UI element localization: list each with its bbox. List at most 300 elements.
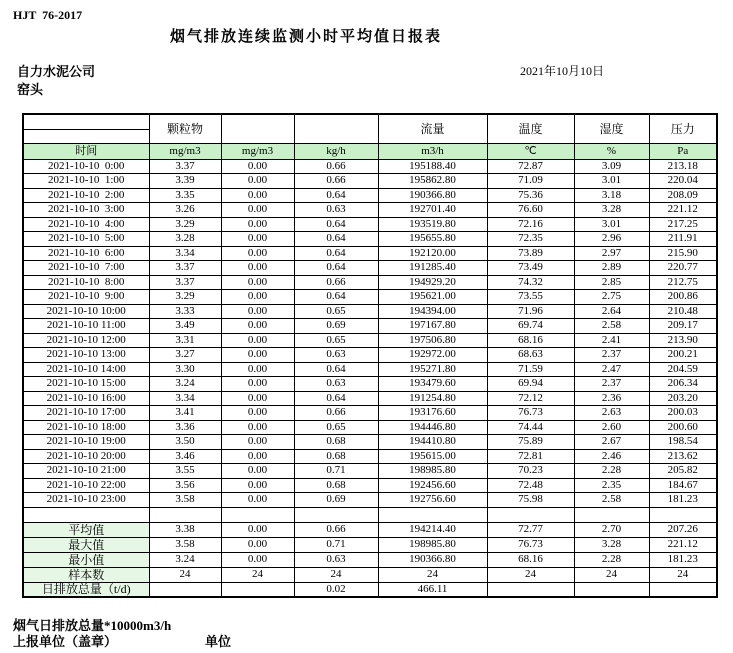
summary-row bbox=[23, 582, 717, 597]
value-cell: 72.87 bbox=[487, 159, 574, 174]
value-cell: 200.21 bbox=[649, 348, 717, 363]
time-cell: 2021-10-10 17:00 bbox=[23, 406, 149, 421]
value-cell: 0.66 bbox=[294, 275, 378, 290]
table-row bbox=[23, 159, 717, 174]
summary-value-cell: 72.77 bbox=[487, 522, 574, 537]
value-cell: 0.00 bbox=[221, 333, 294, 348]
value-cell: 0.66 bbox=[294, 406, 378, 421]
value-cell: 197167.80 bbox=[378, 319, 487, 334]
value-cell: 3.31 bbox=[149, 333, 221, 348]
value-cell: 206.34 bbox=[649, 377, 717, 392]
value-cell: 68.63 bbox=[487, 348, 574, 363]
table-row bbox=[23, 203, 717, 218]
value-cell: 195615.00 bbox=[378, 449, 487, 464]
value-cell: 0.64 bbox=[294, 391, 378, 406]
value-cell: 76.60 bbox=[487, 203, 574, 218]
summary-value-cell: 24 bbox=[221, 567, 294, 582]
summary-value-cell bbox=[221, 582, 294, 597]
value-cell: 0.00 bbox=[221, 217, 294, 232]
col-header-temperature: 温度 bbox=[487, 114, 574, 143]
value-cell: 3.49 bbox=[149, 319, 221, 334]
value-cell: 0.00 bbox=[221, 275, 294, 290]
value-cell: 205.82 bbox=[649, 464, 717, 479]
data-rows bbox=[23, 159, 717, 507]
value-cell: 3.27 bbox=[149, 348, 221, 363]
value-cell: 192120.00 bbox=[378, 246, 487, 261]
value-cell: 0.64 bbox=[294, 261, 378, 276]
summary-value-cell: 181.23 bbox=[649, 552, 717, 567]
corner-cell-top bbox=[23, 114, 149, 129]
company-name: 自力水泥公司 bbox=[17, 64, 96, 79]
value-cell: 3.55 bbox=[149, 464, 221, 479]
value-cell: 2.28 bbox=[574, 464, 649, 479]
summary-value-cell: 3.28 bbox=[574, 537, 649, 552]
value-cell: 198.54 bbox=[649, 435, 717, 450]
value-cell: 2.46 bbox=[574, 449, 649, 464]
value-cell: 0.00 bbox=[221, 493, 294, 508]
table-row bbox=[23, 188, 717, 203]
value-cell: 197506.80 bbox=[378, 333, 487, 348]
value-cell: 0.68 bbox=[294, 449, 378, 464]
value-cell: 0.00 bbox=[221, 478, 294, 493]
value-cell: 0.64 bbox=[294, 188, 378, 203]
value-cell: 0.68 bbox=[294, 478, 378, 493]
value-cell: 2.67 bbox=[574, 435, 649, 450]
value-cell: 3.24 bbox=[149, 377, 221, 392]
value-cell: 0.66 bbox=[294, 159, 378, 174]
value-cell: 0.68 bbox=[294, 435, 378, 450]
summary-label-cell: 最小值 bbox=[23, 552, 149, 567]
time-cell: 2021-10-10 18:00 bbox=[23, 420, 149, 435]
value-cell: 3.41 bbox=[149, 406, 221, 421]
value-cell: 192456.60 bbox=[378, 478, 487, 493]
corner-cell-bottom bbox=[23, 129, 149, 143]
value-cell: 0.00 bbox=[221, 348, 294, 363]
time-cell: 2021-10-10 11:00 bbox=[23, 319, 149, 334]
summary-value-cell: 2.28 bbox=[574, 552, 649, 567]
value-cell: 71.59 bbox=[487, 362, 574, 377]
summary-value-cell: 190366.80 bbox=[378, 552, 487, 567]
table-row bbox=[23, 304, 717, 319]
summary-value-cell: 24 bbox=[149, 567, 221, 582]
value-cell: 217.25 bbox=[649, 217, 717, 232]
summary-value-cell: 0.00 bbox=[221, 537, 294, 552]
value-cell: 72.16 bbox=[487, 217, 574, 232]
value-cell: 74.32 bbox=[487, 275, 574, 290]
col-header-humidity: 湿度 bbox=[574, 114, 649, 143]
value-cell: 0.00 bbox=[221, 464, 294, 479]
value-cell: 3.37 bbox=[149, 275, 221, 290]
summary-row bbox=[23, 537, 717, 552]
unit-cell: Pa bbox=[649, 143, 717, 159]
table-row bbox=[23, 290, 717, 305]
value-cell: 72.12 bbox=[487, 391, 574, 406]
time-cell: 2021-10-10 2:00 bbox=[23, 188, 149, 203]
table-row bbox=[23, 435, 717, 450]
summary-value-cell bbox=[487, 582, 574, 597]
value-cell: 2.97 bbox=[574, 246, 649, 261]
value-cell: 0.63 bbox=[294, 377, 378, 392]
time-cell: 2021-10-10 1:00 bbox=[23, 174, 149, 189]
value-cell: 3.37 bbox=[149, 261, 221, 276]
value-cell: 72.48 bbox=[487, 478, 574, 493]
summary-value-cell: 0.00 bbox=[221, 552, 294, 567]
empty-cell bbox=[149, 507, 221, 522]
value-cell: 2.64 bbox=[574, 304, 649, 319]
summary-value-cell: 0.00 bbox=[221, 522, 294, 537]
value-cell: 3.30 bbox=[149, 362, 221, 377]
value-cell: 3.36 bbox=[149, 420, 221, 435]
table-row bbox=[23, 232, 717, 247]
value-cell: 3.35 bbox=[149, 188, 221, 203]
value-cell: 195271.80 bbox=[378, 362, 487, 377]
time-cell: 2021-10-10 8:00 bbox=[23, 275, 149, 290]
summary-value-cell: 76.73 bbox=[487, 537, 574, 552]
summary-value-cell: 24 bbox=[294, 567, 378, 582]
doc-code: HJT 76-2017 bbox=[13, 8, 83, 22]
value-cell: 193519.80 bbox=[378, 217, 487, 232]
value-cell: 3.58 bbox=[149, 493, 221, 508]
value-cell: 220.04 bbox=[649, 174, 717, 189]
value-cell: 0.65 bbox=[294, 420, 378, 435]
summary-value-cell: 24 bbox=[378, 567, 487, 582]
value-cell: 0.64 bbox=[294, 362, 378, 377]
value-cell: 0.00 bbox=[221, 188, 294, 203]
value-cell: 71.09 bbox=[487, 174, 574, 189]
unit-cell: mg/m3 bbox=[149, 143, 221, 159]
summary-value-cell bbox=[649, 582, 717, 597]
footer-note: 烟气日排放总量*10000m3/h bbox=[13, 618, 172, 633]
value-cell: 0.65 bbox=[294, 333, 378, 348]
value-cell: 69.74 bbox=[487, 319, 574, 334]
value-cell: 3.33 bbox=[149, 304, 221, 319]
summary-value-cell bbox=[149, 582, 221, 597]
spacer-row bbox=[23, 507, 717, 522]
value-cell: 2.58 bbox=[574, 319, 649, 334]
time-cell: 2021-10-10 13:00 bbox=[23, 348, 149, 363]
empty-cell bbox=[649, 507, 717, 522]
time-cell: 2021-10-10 20:00 bbox=[23, 449, 149, 464]
value-cell: 76.73 bbox=[487, 406, 574, 421]
value-cell: 0.64 bbox=[294, 217, 378, 232]
time-cell: 2021-10-10 12:00 bbox=[23, 333, 149, 348]
unit-cell: % bbox=[574, 143, 649, 159]
report-table bbox=[22, 113, 718, 598]
col-header-flow: 流量 bbox=[378, 114, 487, 143]
time-cell: 2021-10-10 21:00 bbox=[23, 464, 149, 479]
summary-value-cell bbox=[574, 582, 649, 597]
value-cell: 2.75 bbox=[574, 290, 649, 305]
value-cell: 2.89 bbox=[574, 261, 649, 276]
value-cell: 0.69 bbox=[294, 319, 378, 334]
summary-value-cell: 0.63 bbox=[294, 552, 378, 567]
value-cell: 73.55 bbox=[487, 290, 574, 305]
report-unit-label: 上报单位（盖章） bbox=[13, 634, 118, 649]
value-cell: 72.81 bbox=[487, 449, 574, 464]
value-cell: 2.47 bbox=[574, 362, 649, 377]
value-cell: 3.50 bbox=[149, 435, 221, 450]
value-cell: 3.09 bbox=[574, 159, 649, 174]
value-cell: 0.00 bbox=[221, 420, 294, 435]
summary-value-cell: 24 bbox=[649, 567, 717, 582]
table-row bbox=[23, 464, 717, 479]
unit-cell: mg/m3 bbox=[221, 143, 294, 159]
table-row bbox=[23, 449, 717, 464]
table-header bbox=[23, 114, 717, 159]
value-cell: 3.34 bbox=[149, 246, 221, 261]
table-row bbox=[23, 420, 717, 435]
value-cell: 75.98 bbox=[487, 493, 574, 508]
summary-value-cell: 3.58 bbox=[149, 537, 221, 552]
value-cell: 203.20 bbox=[649, 391, 717, 406]
summary-value-cell: 3.38 bbox=[149, 522, 221, 537]
value-cell: 3.29 bbox=[149, 290, 221, 305]
unit-label: 单位 bbox=[205, 634, 232, 649]
value-cell: 210.48 bbox=[649, 304, 717, 319]
value-cell: 200.03 bbox=[649, 406, 717, 421]
value-cell: 221.12 bbox=[649, 203, 717, 218]
table-row bbox=[23, 333, 717, 348]
table-row bbox=[23, 478, 717, 493]
value-cell: 0.00 bbox=[221, 362, 294, 377]
time-cell: 2021-10-10 3:00 bbox=[23, 203, 149, 218]
value-cell: 195862.80 bbox=[378, 174, 487, 189]
value-cell: 3.18 bbox=[574, 188, 649, 203]
value-cell: 195655.80 bbox=[378, 232, 487, 247]
unit-header-row bbox=[23, 143, 717, 159]
summary-value-cell: 24 bbox=[487, 567, 574, 582]
value-cell: 3.29 bbox=[149, 217, 221, 232]
table-row bbox=[23, 493, 717, 508]
value-cell: 194394.00 bbox=[378, 304, 487, 319]
col-header-blank-2 bbox=[294, 114, 378, 143]
value-cell: 213.62 bbox=[649, 449, 717, 464]
value-cell: 220.77 bbox=[649, 261, 717, 276]
value-cell: 2.37 bbox=[574, 348, 649, 363]
value-cell: 74.44 bbox=[487, 420, 574, 435]
summary-value-cell: 198985.80 bbox=[378, 537, 487, 552]
value-cell: 0.00 bbox=[221, 319, 294, 334]
summary-row bbox=[23, 522, 717, 537]
summary-value-cell: 207.26 bbox=[649, 522, 717, 537]
value-cell: 72.35 bbox=[487, 232, 574, 247]
summary-rows bbox=[23, 507, 717, 597]
value-cell: 194446.80 bbox=[378, 420, 487, 435]
time-cell: 2021-10-10 6:00 bbox=[23, 246, 149, 261]
time-cell: 2021-10-10 19:00 bbox=[23, 435, 149, 450]
value-cell: 209.17 bbox=[649, 319, 717, 334]
col-header-pressure: 压力 bbox=[649, 114, 717, 143]
value-cell: 0.64 bbox=[294, 290, 378, 305]
value-cell: 208.09 bbox=[649, 188, 717, 203]
value-cell: 200.60 bbox=[649, 420, 717, 435]
value-cell: 2.41 bbox=[574, 333, 649, 348]
time-cell: 2021-10-10 14:00 bbox=[23, 362, 149, 377]
value-cell: 0.64 bbox=[294, 232, 378, 247]
value-cell: 195188.40 bbox=[378, 159, 487, 174]
value-cell: 69.94 bbox=[487, 377, 574, 392]
value-cell: 0.00 bbox=[221, 406, 294, 421]
value-cell: 2.37 bbox=[574, 377, 649, 392]
value-cell: 2.58 bbox=[574, 493, 649, 508]
value-cell: 0.00 bbox=[221, 290, 294, 305]
summary-value-cell: 466.11 bbox=[378, 582, 487, 597]
value-cell: 2.35 bbox=[574, 478, 649, 493]
table-row bbox=[23, 217, 717, 232]
station-name: 窑头 bbox=[17, 82, 44, 97]
value-cell: 0.71 bbox=[294, 464, 378, 479]
table-row bbox=[23, 406, 717, 421]
summary-label-cell: 样本数 bbox=[23, 567, 149, 582]
value-cell: 192972.00 bbox=[378, 348, 487, 363]
value-cell: 190366.80 bbox=[378, 188, 487, 203]
value-cell: 73.89 bbox=[487, 246, 574, 261]
value-cell: 204.59 bbox=[649, 362, 717, 377]
table-row bbox=[23, 391, 717, 406]
value-cell: 191254.80 bbox=[378, 391, 487, 406]
value-cell: 3.37 bbox=[149, 159, 221, 174]
page-title: 烟气排放连续监测小时平均值日报表 bbox=[170, 29, 443, 45]
value-cell: 3.46 bbox=[149, 449, 221, 464]
time-cell: 2021-10-10 4:00 bbox=[23, 217, 149, 232]
time-cell: 2021-10-10 22:00 bbox=[23, 478, 149, 493]
value-cell: 2.96 bbox=[574, 232, 649, 247]
value-cell: 3.26 bbox=[149, 203, 221, 218]
value-cell: 75.89 bbox=[487, 435, 574, 450]
value-cell: 2.36 bbox=[574, 391, 649, 406]
value-cell: 3.39 bbox=[149, 174, 221, 189]
summary-row bbox=[23, 552, 717, 567]
value-cell: 3.34 bbox=[149, 391, 221, 406]
value-cell: 0.00 bbox=[221, 391, 294, 406]
value-cell: 73.49 bbox=[487, 261, 574, 276]
summary-value-cell: 2.70 bbox=[574, 522, 649, 537]
table-row bbox=[23, 246, 717, 261]
value-cell: 3.56 bbox=[149, 478, 221, 493]
value-cell: 3.01 bbox=[574, 217, 649, 232]
value-cell: 70.23 bbox=[487, 464, 574, 479]
value-cell: 0.00 bbox=[221, 377, 294, 392]
value-cell: 0.00 bbox=[221, 435, 294, 450]
value-cell: 0.00 bbox=[221, 246, 294, 261]
summary-value-cell: 0.02 bbox=[294, 582, 378, 597]
value-cell: 0.69 bbox=[294, 493, 378, 508]
time-cell: 2021-10-10 9:00 bbox=[23, 290, 149, 305]
value-cell: 211.91 bbox=[649, 232, 717, 247]
value-cell: 68.16 bbox=[487, 333, 574, 348]
unit-cell: m3/h bbox=[378, 143, 487, 159]
time-cell: 2021-10-10 23:00 bbox=[23, 493, 149, 508]
table-row bbox=[23, 377, 717, 392]
value-cell: 71.96 bbox=[487, 304, 574, 319]
value-cell: 198985.80 bbox=[378, 464, 487, 479]
value-cell: 0.00 bbox=[221, 174, 294, 189]
empty-cell bbox=[221, 507, 294, 522]
time-cell: 2021-10-10 5:00 bbox=[23, 232, 149, 247]
time-cell: 2021-10-10 16:00 bbox=[23, 391, 149, 406]
summary-value-cell: 0.66 bbox=[294, 522, 378, 537]
summary-label-cell: 最大值 bbox=[23, 537, 149, 552]
value-cell: 3.01 bbox=[574, 174, 649, 189]
value-cell: 0.00 bbox=[221, 449, 294, 464]
time-cell: 2021-10-10 0:00 bbox=[23, 159, 149, 174]
value-cell: 200.86 bbox=[649, 290, 717, 305]
value-cell: 2.60 bbox=[574, 420, 649, 435]
unit-cell: kg/h bbox=[294, 143, 378, 159]
value-cell: 0.63 bbox=[294, 203, 378, 218]
time-header-cell: 时间 bbox=[23, 143, 149, 159]
summary-value-cell: 194214.40 bbox=[378, 522, 487, 537]
value-cell: 213.90 bbox=[649, 333, 717, 348]
value-cell: 193176.60 bbox=[378, 406, 487, 421]
value-cell: 2.85 bbox=[574, 275, 649, 290]
value-cell: 194929.20 bbox=[378, 275, 487, 290]
value-cell: 75.36 bbox=[487, 188, 574, 203]
value-cell: 3.28 bbox=[149, 232, 221, 247]
summary-label-cell: 日排放总量（t/d) bbox=[23, 582, 149, 597]
table-row bbox=[23, 174, 717, 189]
summary-value-cell: 221.12 bbox=[649, 537, 717, 552]
value-cell: 0.00 bbox=[221, 203, 294, 218]
value-cell: 3.28 bbox=[574, 203, 649, 218]
empty-cell bbox=[487, 507, 574, 522]
time-cell: 2021-10-10 7:00 bbox=[23, 261, 149, 276]
time-cell: 2021-10-10 10:00 bbox=[23, 304, 149, 319]
value-cell: 0.00 bbox=[221, 159, 294, 174]
empty-cell bbox=[294, 507, 378, 522]
value-cell: 192701.40 bbox=[378, 203, 487, 218]
value-cell: 213.18 bbox=[649, 159, 717, 174]
value-cell: 181.23 bbox=[649, 493, 717, 508]
value-cell: 195621.00 bbox=[378, 290, 487, 305]
empty-cell bbox=[574, 507, 649, 522]
value-cell: 2.63 bbox=[574, 406, 649, 421]
time-cell: 2021-10-10 15:00 bbox=[23, 377, 149, 392]
unit-cell: ℃ bbox=[487, 143, 574, 159]
col-header-particulate: 颗粒物 bbox=[149, 114, 221, 143]
value-cell: 212.75 bbox=[649, 275, 717, 290]
value-cell: 194410.80 bbox=[378, 435, 487, 450]
value-cell: 0.64 bbox=[294, 246, 378, 261]
table-row bbox=[23, 362, 717, 377]
value-cell: 0.00 bbox=[221, 232, 294, 247]
value-cell: 184.67 bbox=[649, 478, 717, 493]
report-date: 2021年10月10日 bbox=[520, 64, 605, 78]
table-row bbox=[23, 348, 717, 363]
summary-value-cell: 0.71 bbox=[294, 537, 378, 552]
table-row bbox=[23, 275, 717, 290]
value-cell: 0.00 bbox=[221, 304, 294, 319]
empty-cell bbox=[23, 507, 149, 522]
summary-value-cell: 3.24 bbox=[149, 552, 221, 567]
table-row bbox=[23, 261, 717, 276]
table-row bbox=[23, 319, 717, 334]
value-cell: 0.66 bbox=[294, 174, 378, 189]
value-cell: 0.65 bbox=[294, 304, 378, 319]
summary-value-cell: 24 bbox=[574, 567, 649, 582]
empty-cell bbox=[378, 507, 487, 522]
col-header-blank-1 bbox=[221, 114, 294, 143]
summary-label-cell: 平均值 bbox=[23, 522, 149, 537]
value-cell: 193479.60 bbox=[378, 377, 487, 392]
summary-value-cell: 68.16 bbox=[487, 552, 574, 567]
value-cell: 191285.40 bbox=[378, 261, 487, 276]
value-cell: 0.63 bbox=[294, 348, 378, 363]
value-cell: 215.90 bbox=[649, 246, 717, 261]
value-cell: 0.00 bbox=[221, 261, 294, 276]
value-cell: 192756.60 bbox=[378, 493, 487, 508]
group-header-row bbox=[23, 114, 717, 129]
